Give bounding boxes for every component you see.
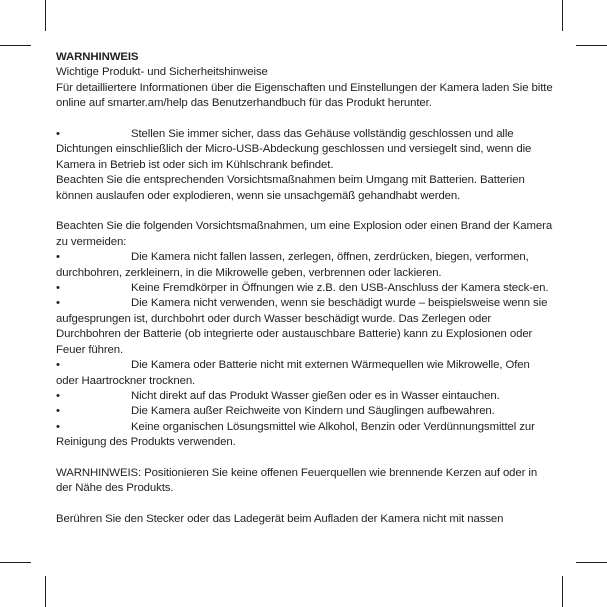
precaution-item bbox=[56, 404, 554, 419]
precaution-text: Die Kamera oder Batterie nicht mit externen Wärmequellen wie Mikrowelle, Ofen oder Haartrockner trocknen. bbox=[56, 359, 530, 387]
crop-mark-left-bottom bbox=[0, 562, 31, 563]
intro-paragraph: Für detailliertere Informationen über die Eigenschaften und Einstellungen der Kamera laden Sie bitte online auf smarter.am/help das Benutzerhandbuch für das Produkt herunter. bbox=[56, 81, 553, 110]
precaution-item bbox=[56, 281, 554, 296]
crop-mark-right-bottom bbox=[576, 562, 607, 563]
precaution-text: Keine Fremdkörper in Öffnungen wie z.B. den USB-Anschluss der Kamera steck-en. bbox=[131, 282, 549, 295]
document-subheading: Wichtige Produkt- und Sicherheitshinweise bbox=[56, 66, 268, 79]
fire-warning: WARNHINWEIS: Positionieren Sie keine offenen Feuerquellen wie brennende Kerzen auf oder in der Nähe des Produkts. bbox=[56, 466, 538, 495]
bullet-icon: • bbox=[56, 251, 60, 264]
precaution-item bbox=[56, 296, 554, 358]
crop-mark-left-top bbox=[0, 45, 31, 46]
bullet-icon: • bbox=[56, 359, 60, 372]
crop-mark-top-right bbox=[562, 0, 563, 31]
precaution-list bbox=[56, 250, 554, 450]
precaution-item bbox=[56, 420, 554, 451]
crop-mark-bottom-left bbox=[45, 576, 46, 607]
bullet-icon: • bbox=[56, 389, 60, 402]
precaution-text: Nicht direkt auf das Produkt Wasser gießen oder es in Wasser eintauchen. bbox=[131, 389, 500, 402]
precaution-text: Die Kamera nicht fallen lassen, zerlegen, öffnen, zerdrücken, biegen, verformen, durchbohren, zerkleinern, in die Mikrowelle geben, verbrennen oder lackieren. bbox=[56, 251, 529, 279]
bullet-icon: • bbox=[56, 282, 60, 295]
precaution-item bbox=[56, 389, 554, 404]
bullet-icon: • bbox=[56, 405, 60, 418]
bullet-icon: • bbox=[56, 420, 60, 433]
crop-mark-bottom-right bbox=[562, 576, 563, 607]
precaution-item bbox=[56, 250, 554, 281]
bullet-icon: • bbox=[56, 128, 60, 141]
precaution-text: Die Kamera nicht verwenden, wenn sie beschädigt wurde – beispielsweise wenn sie aufgesprungen ist, durchbohrt oder durch Wasser beschädigt wurde. Das Zerlegen oder Durchbohren der Batterie (ob integrierte oder austauschbare Batterie) kann zu Explosionen oder Feuer führen. bbox=[56, 297, 548, 356]
housing-bullet bbox=[56, 127, 554, 173]
battery-caution: Beachten Sie die entsprechenden Vorsichtsmaßnahmen beim Umgang mit Batterien. Batterien können auslaufen oder explodieren, wenn sie unsachgemäß gehandhabt werden. bbox=[56, 174, 525, 202]
document-heading: WARNHINWEIS bbox=[56, 51, 139, 63]
charging-warning: Berühren Sie den Stecker oder das Ladegerät beim Aufladen der Kamera nicht mit nassen bbox=[56, 513, 504, 526]
explosion-intro: Beachten Sie die folgenden Vorsichtsmaßnahmen, um eine Explosion oder einen Brand der Kamera zu vermeiden: bbox=[56, 220, 553, 248]
precaution-text: Die Kamera außer Reichweite von Kindern und Säuglingen aufbewahren. bbox=[131, 405, 495, 418]
bullet-icon: • bbox=[56, 297, 60, 310]
crop-mark-right-top bbox=[576, 45, 607, 46]
precaution-text: Keine organischen Lösungsmittel wie Alkohol, Benzin oder Verdünnungsmittel zur Reinigung des Produkts verwenden. bbox=[56, 420, 535, 449]
warning-document bbox=[56, 50, 554, 528]
housing-bullet-text: Stellen Sie immer sicher, dass das Gehäuse vollständig geschlossen und alle Dichtungen einschließlich der Micro-USB-Abdeckung geschlossen und versiegelt sind, wenn die Kamera in Betrieb ist oder sich im Kühlschrank befindet. bbox=[56, 128, 532, 171]
crop-mark-top-left bbox=[45, 0, 46, 31]
precaution-item bbox=[56, 358, 554, 389]
